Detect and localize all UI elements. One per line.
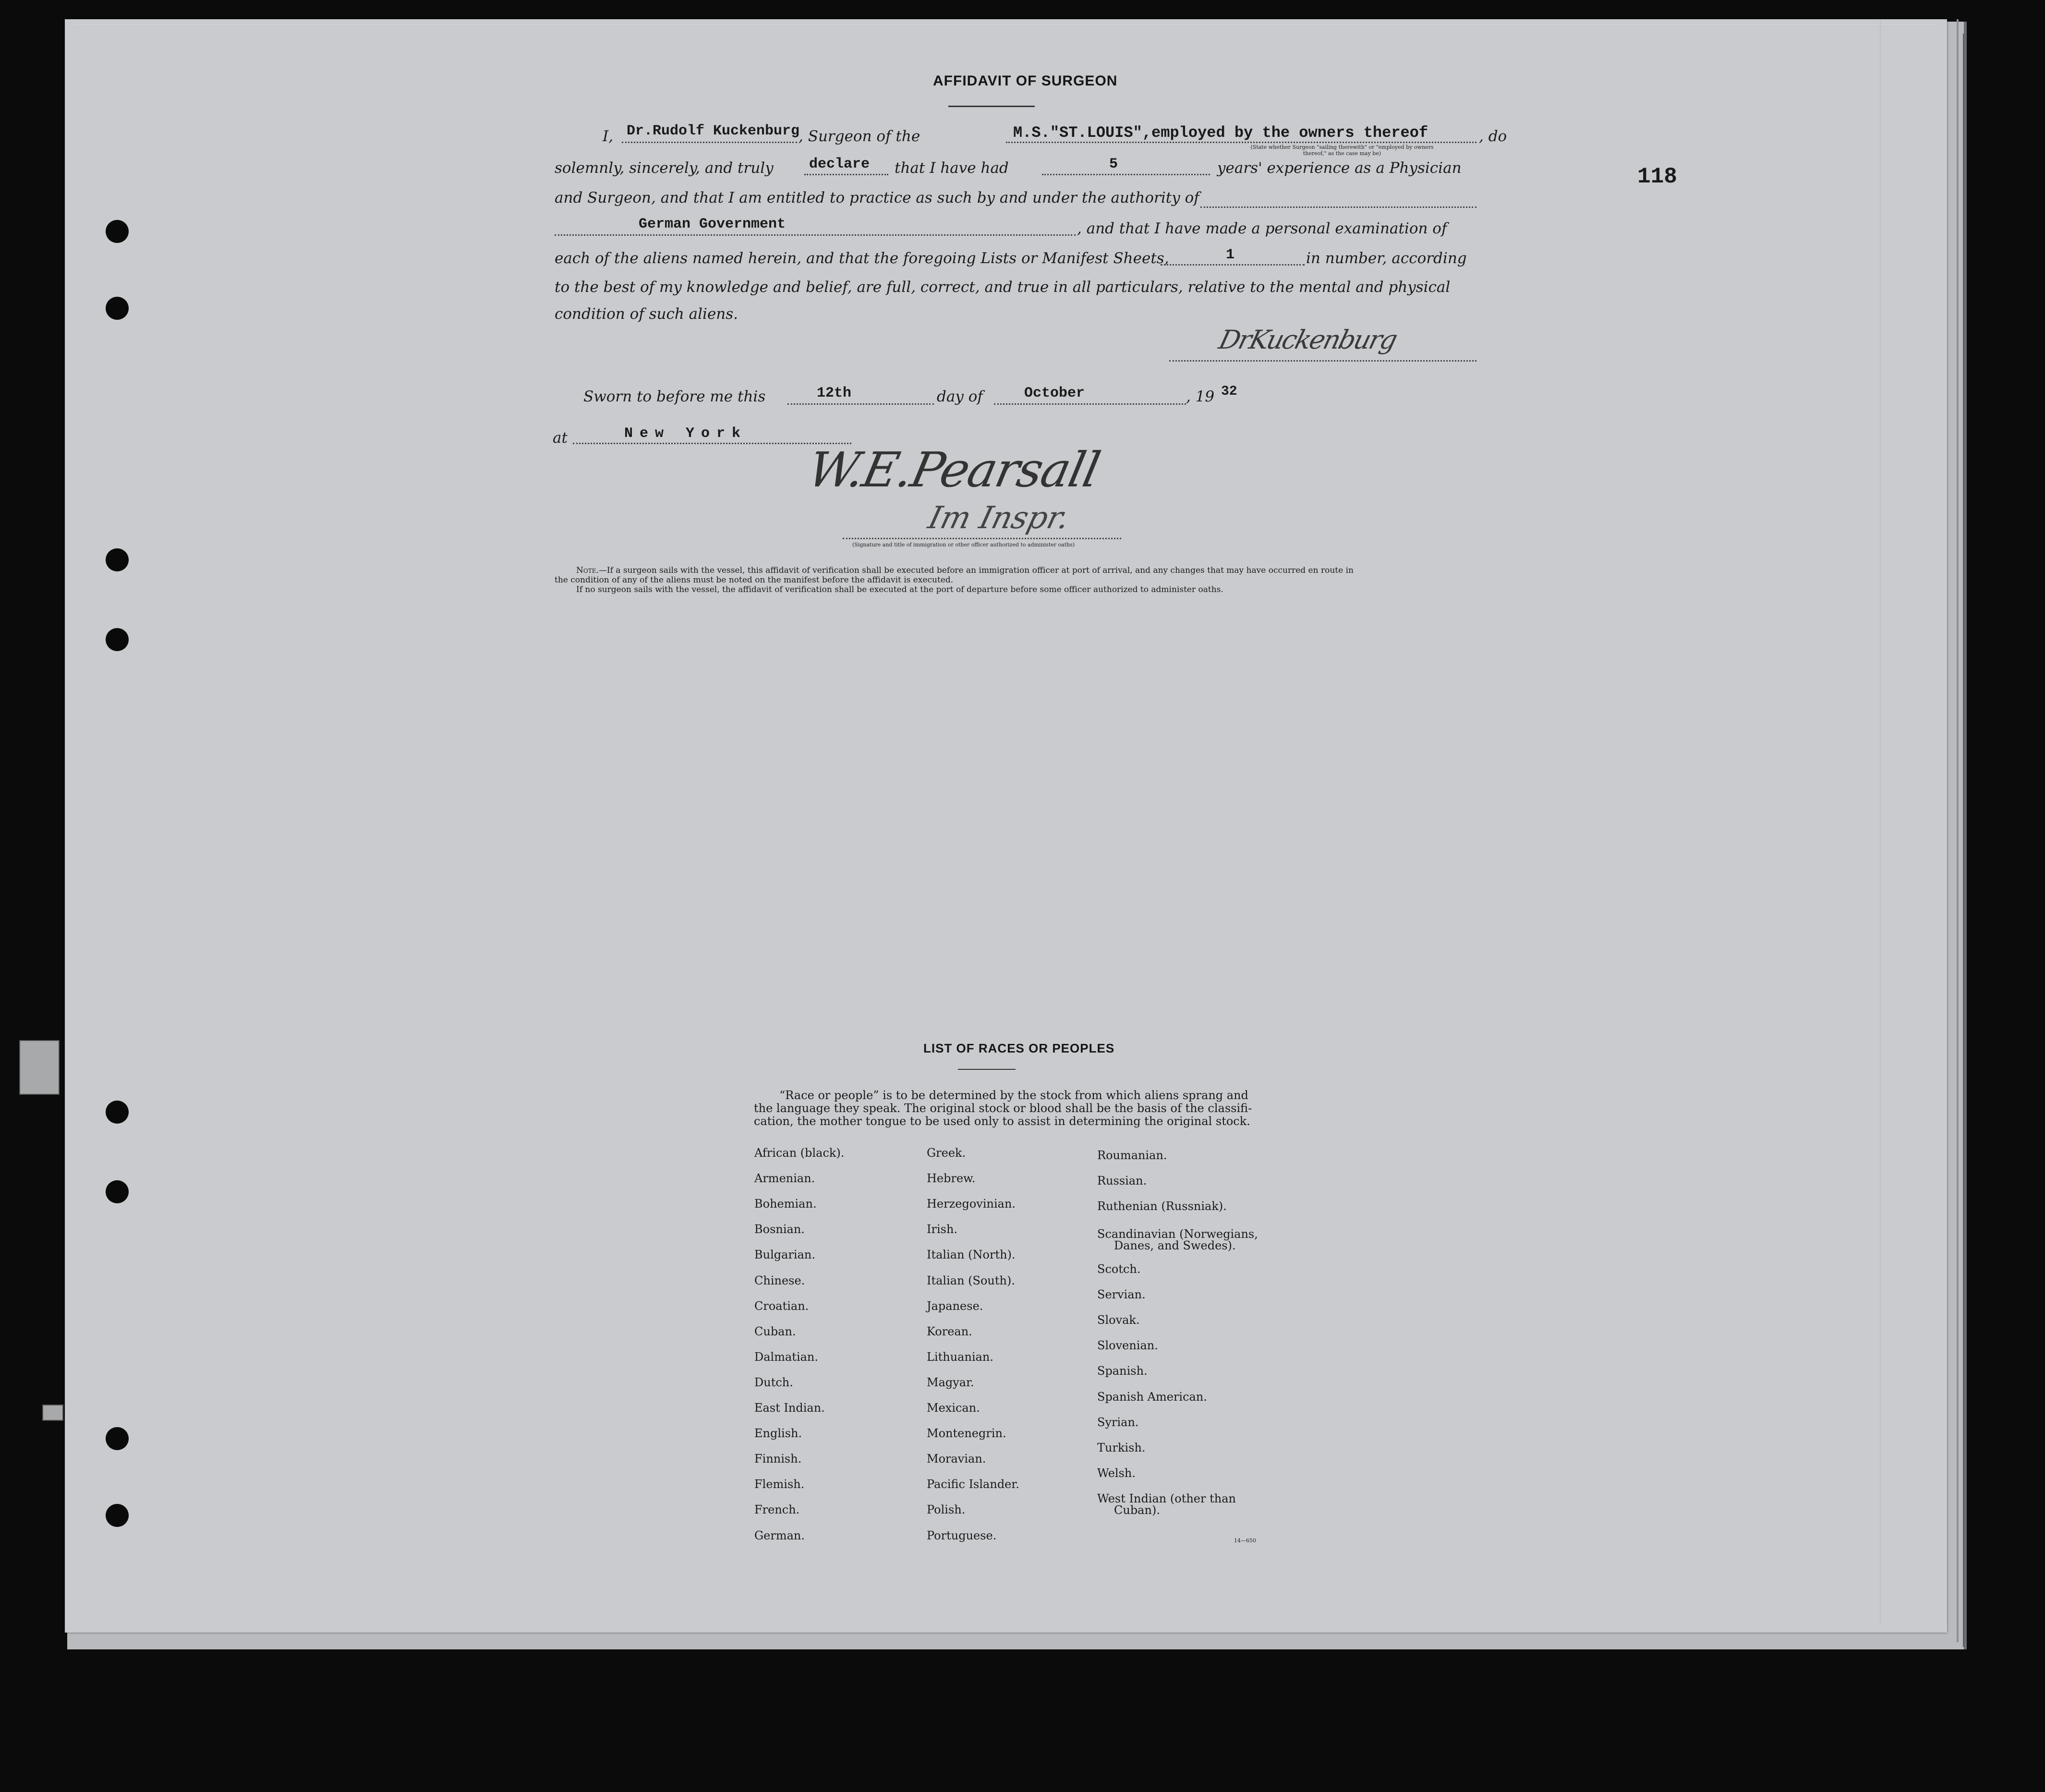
sworn-place: New York [624, 425, 748, 442]
binder-clip [42, 1405, 63, 1421]
race-item: Roumanian. [1097, 1149, 1167, 1162]
race-item: Herzegovinian. [927, 1197, 1016, 1211]
race-item: Italian (North). [927, 1248, 1016, 1262]
race-item: Russian. [1097, 1174, 1147, 1188]
blank-line [1200, 206, 1476, 208]
race-item: Hebrew. [927, 1172, 976, 1186]
vessel-name: M.S."ST.LOUIS",employed by the owners thereof [1013, 124, 1428, 142]
page-number: 118 [1637, 164, 1677, 189]
sworn-year: 32 [1221, 384, 1237, 399]
blank-line [1161, 264, 1305, 266]
text-authority: and Surgeon, and that I am entitled to practice as such by and under the authority of [555, 189, 1199, 206]
race-item: Bulgarian. [754, 1248, 815, 1262]
races-intro-2: the language they speak. The original stock or blood shall be the basis of the classifi- [754, 1102, 1252, 1115]
race-item: Cuban. [754, 1324, 796, 1338]
text-years: years' experience as a Physician [1217, 159, 1462, 177]
text-examination: , and that I have made a personal examination of [1077, 220, 1447, 237]
blank-line [622, 142, 797, 143]
text-i: I, [603, 128, 614, 145]
title-rule [948, 106, 1035, 107]
race-item: Scandinavian (Norwegians, [1097, 1227, 1258, 1241]
ruled-line [74, 24, 1937, 25]
races-intro-1: “Race or people” is to be determined by the stock from which aliens sprang and [779, 1089, 1248, 1102]
text-manifest: each of the aliens named herein, and that the foregoing Lists or Manifest Sheets, [555, 250, 1169, 267]
race-item: African (black). [754, 1146, 845, 1160]
race-item: Dutch. [754, 1375, 793, 1389]
binder-clip [19, 1040, 60, 1095]
race-item: Flemish. [754, 1477, 805, 1491]
binder-hole [106, 1427, 129, 1450]
race-item: Welsh. [1097, 1466, 1136, 1480]
race-item: Scotch. [1097, 1262, 1141, 1276]
page-edge-line [1963, 34, 1964, 1647]
race-item: Spanish American. [1097, 1390, 1207, 1404]
binder-hole [106, 1180, 129, 1203]
race-item: Korean. [927, 1324, 972, 1338]
race-item: Finnish. [754, 1452, 802, 1466]
manifest-page [65, 19, 1947, 1633]
declare-value: declare [809, 156, 870, 172]
note-text-1: —If a surgeon sails with the vessel, this affidavit of verification shall be executed before an immigration officer at port of arrival, and any changes that may have occurred en route in [598, 566, 1354, 575]
blank-line [994, 403, 1186, 405]
race-item: Croatian. [754, 1299, 809, 1313]
signature-line [1169, 360, 1476, 362]
race-item: Bohemian. [754, 1197, 817, 1211]
note-line-2: the condition of any of the aliens must be noted on the manifest before the affidavit is executed. [555, 575, 954, 585]
officer-title: Im Inspr. [924, 500, 1073, 536]
race-item: Cuban). [1114, 1503, 1160, 1517]
vessel-note: (State whether Surgeon "sailing therewith" or "employed by owners thereof," as the case may be) [1250, 144, 1434, 157]
race-item: Chinese. [754, 1273, 805, 1287]
race-item: Mexican. [927, 1401, 980, 1415]
race-item: German. [754, 1528, 805, 1542]
text-day-of: day of [937, 388, 983, 405]
race-item: Danes, and Swedes). [1114, 1239, 1236, 1252]
binder-hole [106, 220, 129, 243]
text-do: , do [1479, 128, 1507, 145]
text-year-prefix: , 19 [1186, 388, 1215, 405]
binder-hole [106, 1101, 129, 1124]
race-item: Japanese. [927, 1299, 983, 1313]
race-item: Spanish. [1097, 1364, 1148, 1378]
race-item: Portuguese. [927, 1528, 997, 1542]
note-line-3: If no surgeon sails with the vessel, the affidavit of verification shall be executed at the port of departure before some officer authorized to administer oaths. [576, 585, 1223, 594]
race-item: Armenian. [754, 1172, 815, 1186]
races-title: LIST OF RACES OR PEOPLES [923, 1041, 1115, 1055]
race-item: Bosnian. [754, 1223, 805, 1236]
sworn-month: October [1024, 385, 1085, 401]
text-that: that I have had [895, 159, 1009, 177]
affidavit-title: AFFIDAVIT OF SURGEON [933, 73, 1118, 89]
races-rule [958, 1069, 1016, 1070]
race-item: Slovak. [1097, 1313, 1140, 1327]
race-item: Magyar. [927, 1375, 974, 1389]
text-surgeon-of: , Surgeon of the [799, 128, 920, 145]
blank-line [1006, 142, 1476, 143]
page-edge-line [1957, 19, 1959, 1642]
race-item: Moravian. [927, 1452, 986, 1466]
officer-signature: W.E.Pearsall [803, 442, 1104, 498]
race-item: Servian. [1097, 1288, 1146, 1302]
race-item: Syrian. [1097, 1415, 1139, 1429]
officer-note: (Signature and title of immigration or other officer authorized to administer oaths) [852, 542, 1075, 548]
surgeon-signature: DrKuckenburg [1216, 325, 1400, 355]
text-solemnly: solemnly, sincerely, and truly [555, 159, 774, 177]
blank-line [555, 234, 1076, 236]
race-item: Turkish. [1097, 1441, 1146, 1454]
blank-line [787, 403, 934, 405]
binder-hole [106, 297, 129, 320]
form-code: 14—650 [1234, 1538, 1256, 1544]
text-sworn: Sworn to before me this [583, 388, 766, 405]
race-item: Lithuanian. [927, 1350, 994, 1364]
race-item: Greek. [927, 1146, 966, 1160]
race-item: Polish. [927, 1503, 966, 1517]
blank-line [573, 443, 851, 444]
sheets-value: 1 [1226, 247, 1235, 263]
binder-hole [106, 628, 129, 651]
sworn-day: 12th [817, 385, 852, 401]
race-item: Italian (South). [927, 1273, 1015, 1287]
race-item: Slovenian. [1097, 1339, 1158, 1353]
text-belief: to the best of my knowledge and belief, are full, correct, and true in all particulars, relative to the mental and physical [555, 278, 1451, 296]
years-value: 5 [1109, 156, 1118, 172]
text-at: at [553, 429, 568, 447]
blank-line [804, 174, 888, 175]
race-item: Irish. [927, 1223, 958, 1236]
races-intro-3: cation, the mother tongue to be used only to assist in determining the original stock. [754, 1114, 1250, 1128]
race-item: French. [754, 1503, 800, 1517]
race-item: Montenegrin. [927, 1427, 1006, 1441]
surgeon-name: Dr.Rudolf Kuckenburg [627, 123, 800, 139]
blank-line [1042, 174, 1210, 175]
text-condition: condition of such aliens. [555, 305, 738, 323]
text-in-number: in number, according [1306, 250, 1467, 267]
race-item: English. [754, 1427, 802, 1441]
officer-signature-line [843, 538, 1121, 539]
binder-hole [106, 548, 129, 571]
margin-line [1880, 19, 1881, 1623]
race-item: West Indian (other than [1097, 1492, 1236, 1505]
note-line-1 [576, 566, 1354, 575]
race-item: Ruthenian (Russniak). [1097, 1199, 1227, 1213]
authority-value: German Government [639, 216, 786, 232]
race-item: Dalmatian. [754, 1350, 819, 1364]
note-label: Note. [576, 566, 599, 575]
race-item: Pacific Islander. [927, 1477, 1019, 1491]
race-item: East Indian. [754, 1401, 825, 1415]
binder-hole [106, 1504, 129, 1527]
